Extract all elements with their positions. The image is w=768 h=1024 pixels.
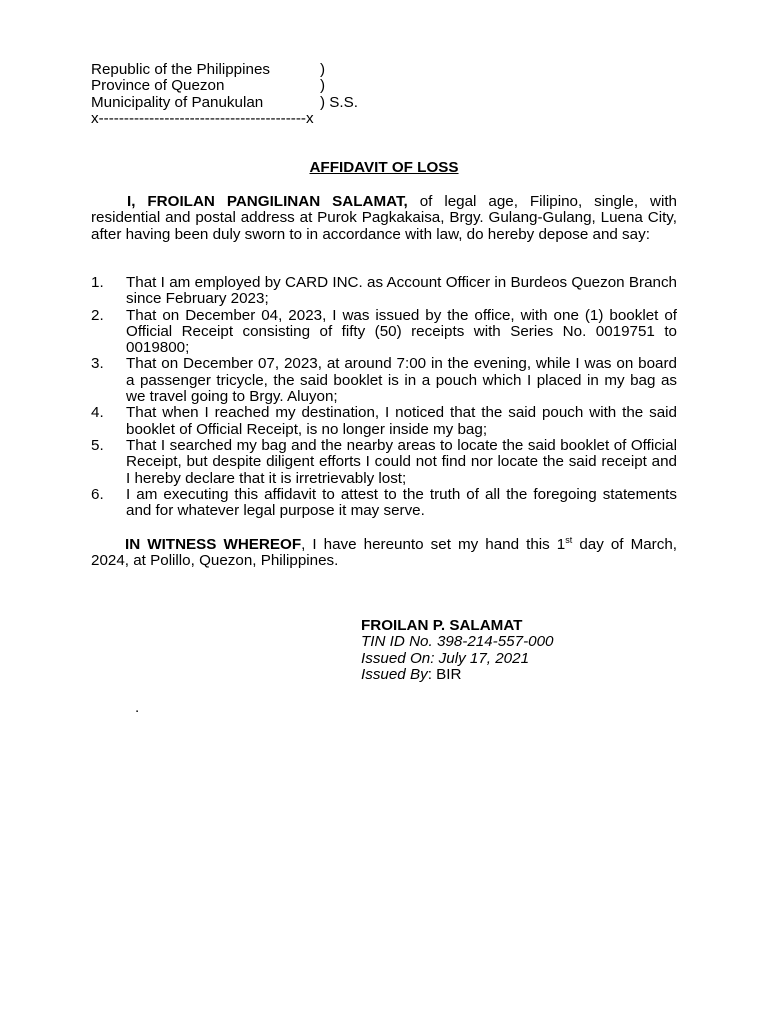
venue-line [91,62,391,78]
venue-line [91,95,391,111]
witness-heading: IN WITNESS WHEREOF [125,536,302,553]
affiant-name: I, FROILAN PANGILINAN SALAMAT, [127,193,408,210]
witness-paragraph [91,537,677,570]
ordinal-suffix: st [565,535,573,545]
issued-by-value: : BIR [427,665,462,683]
statements-list [91,275,677,519]
statement-item [91,275,677,308]
venue-separator: x-----------------------------------------x [91,109,314,127]
statement-item [91,438,677,487]
witness-date-place: day of March, 2024, at Polillo, Quezon, Philippines. [91,536,677,570]
issued-on: Issued On: July 17, 2021 [361,649,530,667]
statement-item [91,356,677,405]
statement-item [91,405,677,438]
venue-line [91,78,391,94]
statement-text: That I am employed by CARD INC. as Account Officer in Burdeos Quezon Branch since February 2023; [126,274,677,308]
intro-text: of legal age, Filipino, single, with residential and postal address at Purok Pagkakaisa, Brgy. Gulang-Gulang, Luena City, after having been duly sworn to in accordance with law, do hereby depose and say: [91,193,677,243]
venue-bracket: ) [320,61,326,78]
statement-text: That I searched my bag and the nearby areas to locate the said booklet of Official Receipt, but despite diligent efforts I could not find nor locate the said receipt and I hereby declare that it is irretrievably lost; [126,436,677,487]
tin-id: TIN ID No. 398-214-557-000 [361,633,554,651]
statement-number: 3. [91,355,104,373]
statement-text: That on December 04, 2023, I was issued by the office, with one (1) booklet of Official Receipt consisting of fifty (50) receipts with Series No. 0019751 to 0019800; [126,306,677,357]
statement-item [91,308,677,357]
signature-block [361,618,681,683]
intro-paragraph [91,194,677,243]
statement-text: I am executing this affidavit to attest to the truth of all the foregoing statements and for whatever legal purpose it may serve. [126,485,677,520]
witness-text: , I have hereunto set my hand this 1 [301,536,566,553]
statement-number: 2. [91,306,104,324]
issued-by [361,667,681,683]
statement-text: That when I reached my destination, I noticed that the said pouch with the said booklet of Official Receipt, is no longer inside my bag; [126,404,677,438]
signatory-name: FROILAN P. SALAMAT [361,617,523,634]
venue-country: Republic of the Philippines [91,61,270,78]
statement-number: 1. [91,274,104,291]
statement-number: 4. [91,404,104,422]
statement-text: That on December 07, 2023, at around 7:00 in the evening, while I was on board a passenger tricycle, the said booklet is in a pouch which I placed in my bag as we travel going to Brgy. Aluyon; [126,355,677,406]
venue-bracket: ) [320,77,326,95]
venue-bracket-ss: ) S.S. [320,93,358,111]
document-title: AFFIDAVIT OF LOSS [309,159,459,176]
venue-block [91,62,391,127]
venue-province: Province of Quezon [91,77,225,95]
stray-mark: . [135,699,140,716]
statement-number: 5. [91,436,104,454]
statement-item [91,487,677,520]
venue-municipality: Municipality of Panukulan [91,93,264,111]
statement-number: 6. [91,485,104,503]
issued-by-label: Issued By [361,665,428,683]
